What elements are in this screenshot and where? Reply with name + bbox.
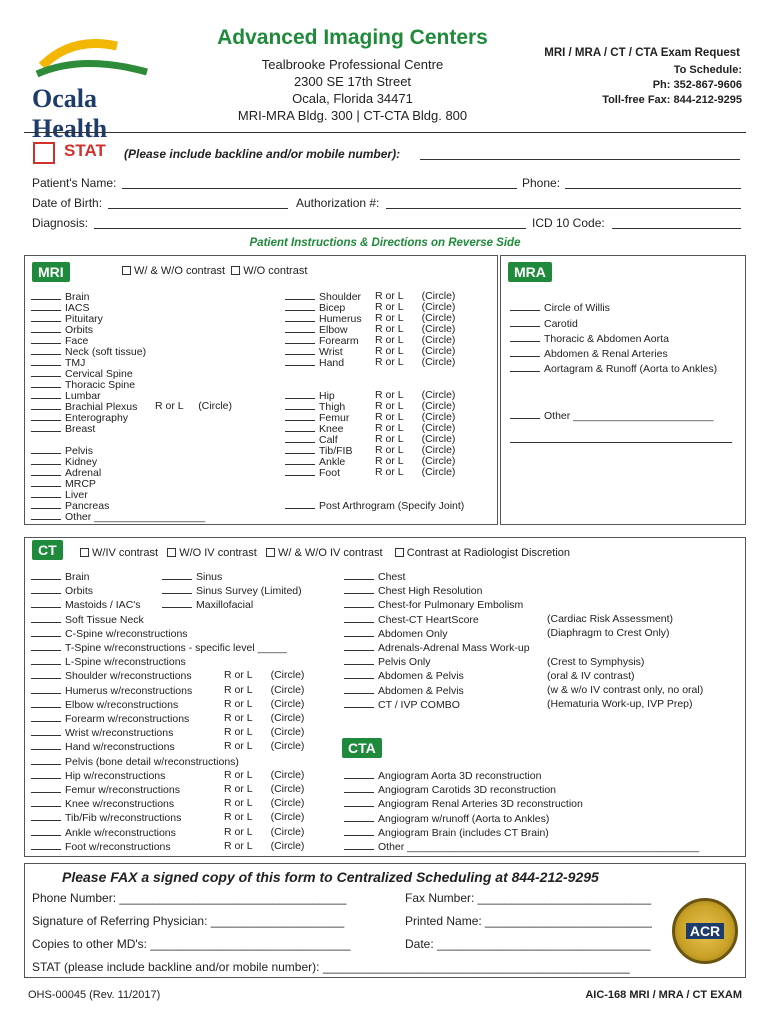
mri-joint-item[interactable]: Knee (285, 423, 344, 435)
mri-joint-item[interactable]: Elbow (285, 324, 348, 336)
address-line: MRI-MRA Bldg. 300 | CT-CTA Bldg. 800 (237, 108, 468, 123)
stat-checkbox[interactable] (33, 142, 55, 164)
mri-option-label: W/O contrast (243, 265, 308, 277)
mri-item[interactable]: Thoracic Spine (31, 379, 135, 391)
mri-without-checkbox[interactable] (231, 266, 240, 275)
ct-item[interactable]: Maxillofacial (162, 599, 253, 611)
sun-logo-icon (32, 36, 172, 81)
ct-item[interactable]: Mastoids / IAC's (31, 599, 141, 611)
ct-item[interactable]: C-Spine w/reconstructions (31, 628, 188, 640)
ct-item[interactable]: T-Spine w/reconstructions - specific level _____ (31, 642, 287, 654)
ct-item[interactable]: Pelvis Only (344, 656, 431, 668)
stat-input[interactable] (420, 159, 740, 160)
ct-contrast-options (80, 547, 570, 559)
mri-side-circle: R or L (Circle) (375, 389, 456, 401)
phone-label: Phone: (522, 176, 561, 190)
ct-side-circle: R or L (Circle) (224, 726, 305, 739)
mri-item[interactable]: Pancreas (31, 500, 109, 512)
ct-item[interactable]: Elbow w/reconstructions (31, 699, 178, 711)
ct-item[interactable]: Forearm w/reconstructions (31, 713, 189, 725)
ct-item[interactable]: Adrenals-Adrenal Mass Work-up (344, 642, 530, 654)
mri-item[interactable]: Kidney (31, 456, 97, 468)
mri-brachial-side: R or L (Circle) (155, 400, 233, 412)
cta-item[interactable]: Angiogram Aorta 3D reconstruction (344, 770, 541, 782)
ct-item[interactable]: Hip w/reconstructions (31, 770, 165, 782)
ct-radiologist-checkbox[interactable] (395, 548, 404, 557)
address-line: Tealbrooke Professional Centre (261, 57, 444, 72)
mri-item[interactable]: Breast (31, 423, 95, 435)
mri-side-circle: R or L (Circle) (375, 411, 456, 423)
ct-side-circle: R or L (Circle) (224, 811, 305, 824)
mra-item[interactable]: Abdomen & Renal Arteries (510, 348, 668, 360)
fax-signature[interactable]: Signature of Referring Physician: ____________________ (32, 914, 345, 928)
footer-right: AIC-168 MRI / MRA / CT EXAM (585, 989, 742, 1001)
dob-input[interactable] (108, 208, 288, 209)
mri-contrast-options (122, 265, 307, 277)
mra-other-line2[interactable] (510, 442, 732, 443)
mra-item[interactable]: Carotid (510, 318, 578, 330)
mri-joint-item[interactable]: Thigh (285, 401, 345, 413)
fax-date[interactable]: Date: ________________________________ (405, 937, 651, 951)
dob-label: Date of Birth: (32, 196, 103, 210)
ct-option-label: W/O IV contrast (179, 547, 257, 559)
mri-item[interactable]: Adrenal (31, 467, 101, 479)
mri-side-circle: R or L (Circle) (375, 400, 456, 412)
mri-item[interactable]: Other ___________________ (31, 511, 205, 523)
ct-item[interactable]: Pelvis (bone detail w/reconstructions) (31, 756, 239, 768)
ct-side-circle: R or L (Circle) (224, 768, 305, 781)
address-block (200, 56, 505, 124)
mri-item[interactable]: Liver (31, 489, 88, 501)
mra-section (500, 255, 746, 525)
cta-item[interactable]: Angiogram w/runoff (Aorta to Ankles) (344, 813, 549, 825)
mri-item[interactable]: Orbits (31, 324, 93, 336)
fax-stat[interactable]: STAT (please include backline and/or mobile number): ______________________________________________ (32, 960, 630, 974)
ct-tag: CT (32, 540, 63, 560)
cta-item[interactable]: Angiogram Brain (includes CT Brain) (344, 827, 549, 839)
mri-joint-item[interactable]: Shoulder (285, 291, 361, 303)
ct-item[interactable]: Chest-for Pulmonary Embolism (344, 599, 523, 611)
phone-input[interactable] (565, 188, 741, 189)
address-line: 2300 SE 17th Street (293, 74, 412, 89)
ct-option-label: Contrast at Radiologist Discretion (406, 547, 571, 559)
ct-iv-checkbox[interactable] (80, 548, 89, 557)
mri-item[interactable]: Pituitary (31, 313, 103, 325)
mra-item[interactable]: Circle of Willis (510, 302, 610, 314)
mri-item[interactable]: Brachial Plexus (31, 401, 137, 413)
mri-side-circle: R or L (Circle) (375, 334, 456, 346)
mri-joint-item[interactable]: Tib/FIB (285, 445, 352, 457)
ct-side-circle: R or L (Circle) (224, 683, 305, 696)
diagnosis-label: Diagnosis: (32, 216, 89, 230)
ct-side-circle: R or L (Circle) (224, 839, 305, 852)
icd-input[interactable] (612, 228, 741, 229)
ct-item[interactable]: Abdomen & Pelvis (344, 685, 464, 697)
cta-item[interactable]: Angiogram Carotids 3D reconstruction (344, 784, 556, 796)
mri-side-circle: R or L (Circle) (375, 444, 456, 456)
ct-item[interactable]: L-Spine w/reconstructions (31, 656, 186, 668)
mri-item[interactable]: Cervical Spine (31, 368, 133, 380)
ct-side-circle: R or L (Circle) (224, 669, 305, 682)
mri-side-circle: R or L (Circle) (375, 323, 456, 335)
form-title: MRI / MRA / CT / CTA Exam Request (544, 47, 740, 59)
ct-item[interactable]: Abdomen Only (344, 628, 447, 640)
patient-name-input[interactable] (122, 188, 517, 189)
mra-item[interactable]: Aortagram & Runoff (Aorta to Ankles) (510, 363, 717, 375)
fax-title: Please FAX a signed copy of this form to Centralized Scheduling at 844-212-9295 (62, 869, 599, 885)
mri-item[interactable]: Brain (31, 291, 90, 303)
ct-item[interactable]: Femur w/reconstructions (31, 784, 180, 796)
fax-number[interactable]: Fax Number: __________________________ (405, 891, 652, 905)
mri-side-circle: R or L (Circle) (375, 345, 456, 357)
ct-item[interactable]: Soft Tissue Neck (31, 614, 144, 626)
schedule-line: Ph: 352-867-9606 (652, 79, 742, 91)
acr-seal-icon (672, 898, 738, 964)
ct-item[interactable]: Abdomen & Pelvis (344, 670, 464, 682)
mri-side-circle: R or L (Circle) (375, 312, 456, 324)
cta-item[interactable]: Angiogram Renal Arteries 3D reconstruction (344, 798, 583, 810)
mra-other[interactable]: Other ________________________ (510, 410, 713, 422)
cta-item[interactable]: Other __________________________________________________ (344, 841, 699, 853)
diagnosis-input[interactable] (94, 228, 526, 229)
mri-side-circle: R or L (Circle) (375, 433, 456, 445)
fax-copies[interactable]: Copies to other MD's: ______________________________ (32, 937, 351, 951)
ct-note: (Cardiac Risk Assessment) (547, 613, 674, 625)
mri-joint-item[interactable]: Hand (285, 357, 344, 369)
mri-with-without-checkbox[interactable] (122, 266, 131, 275)
logo (32, 36, 172, 143)
ct-item[interactable]: Sinus Survey (Limited) (162, 585, 302, 597)
mra-tag: MRA (508, 262, 552, 282)
fax-printed-name[interactable]: Printed Name: _________________________ (405, 914, 652, 928)
ct-note: (oral & IV contrast) (547, 669, 635, 682)
ct-item[interactable]: CT / IVP COMBO (344, 699, 460, 711)
mri-joint-item[interactable]: Hip (285, 390, 335, 402)
instructions-note: Patient Instructions & Directions on Reverse Side (249, 237, 521, 249)
acr-seal-text: ACR (686, 923, 724, 939)
ct-side-circle: R or L (Circle) (224, 825, 305, 838)
ct-note: (Diaphragm to Crest Only) (547, 627, 670, 640)
mri-joint-item[interactable]: Bicep (285, 302, 345, 314)
address-line: Ocala, Florida 34471 (292, 91, 413, 106)
mri-option-label: W/ & W/O contrast (134, 265, 226, 277)
ct-side-circle: R or L (Circle) (224, 783, 305, 795)
center-title: Advanced Imaging Centers (217, 26, 488, 49)
ct-item[interactable]: Foot w/reconstructions (31, 841, 171, 853)
ct-item[interactable]: Orbits (31, 585, 93, 597)
ct-item[interactable]: Shoulder w/reconstructions (31, 670, 192, 682)
ct-side-circle: R or L (Circle) (224, 697, 305, 710)
header-divider (24, 132, 746, 133)
ct-item[interactable]: Chest (344, 571, 405, 583)
ct-item[interactable]: Hand w/reconstructions (31, 741, 175, 753)
mri-joint-item[interactable]: Humerus (285, 313, 362, 325)
icd-label: ICD 10 Code: (532, 216, 605, 230)
mri-side-circle: R or L (Circle) (375, 422, 456, 434)
mri-tag: MRI (32, 262, 70, 282)
mri-item[interactable]: Enterography (31, 412, 128, 424)
mri-item[interactable]: IACS (31, 302, 90, 314)
mri-item[interactable]: TMJ (31, 357, 85, 369)
ct-item[interactable]: Chest High Resolution (344, 585, 482, 597)
schedule-block (520, 63, 742, 108)
schedule-line: To Schedule: (673, 64, 742, 76)
mri-joint-item[interactable]: Ankle (285, 456, 345, 468)
ct-item[interactable]: Wrist w/reconstructions (31, 727, 173, 739)
mri-item[interactable]: Face (31, 335, 88, 347)
mri-item[interactable]: Pelvis (31, 445, 93, 457)
ct-item[interactable]: Tib/Fib w/reconstructions (31, 812, 181, 824)
mra-item[interactable]: Thoracic & Abdomen Aorta (510, 333, 669, 345)
stat-label: STAT (64, 141, 106, 160)
ct-note: (w & w/o IV contrast only, no oral) (547, 684, 704, 696)
ct-item[interactable]: Ankle w/reconstructions (31, 827, 176, 839)
footer-left: OHS-00045 (Rev. 11/2017) (28, 989, 161, 1001)
fax-phone[interactable]: Phone Number: __________________________________ (32, 891, 347, 905)
mri-side-circle: R or L (Circle) (375, 301, 456, 313)
mri-side-circle: R or L (Circle) (375, 466, 456, 478)
ct-side-circle: R or L (Circle) (224, 712, 305, 724)
mri-side-circle: R or L (Circle) (375, 356, 456, 368)
mri-joint-item[interactable]: Wrist (285, 346, 343, 358)
mri-joint-item[interactable]: Forearm (285, 335, 359, 347)
ct-item[interactable]: Brain (31, 571, 90, 583)
ct-item[interactable]: Knee w/reconstructions (31, 798, 174, 810)
logo-text: Ocala Health (32, 84, 108, 143)
ct-side-circle: R or L (Circle) (224, 740, 305, 753)
mri-item[interactable]: Lumbar (31, 390, 101, 402)
ct-option-label: W/IV contrast (92, 547, 159, 559)
ct-note: (Hematuria Work-up, IVP Prep) (547, 698, 693, 711)
ct-item[interactable]: Sinus (162, 571, 222, 583)
ct-item[interactable]: Chest-CT HeartScore (344, 614, 479, 626)
auth-input[interactable] (386, 208, 741, 209)
mri-item[interactable]: Neck (soft tissue) (31, 346, 146, 358)
auth-label: Authorization #: (296, 196, 380, 210)
mri-side-circle: R or L (Circle) (375, 455, 456, 467)
mri-side-circle: R or L (Circle) (375, 290, 456, 302)
mri-joint-item[interactable]: Calf (285, 434, 338, 446)
ct-side-circle: R or L (Circle) (224, 797, 305, 810)
mri-joint-item[interactable]: Femur (285, 412, 349, 424)
ct-option-label: W/ & W/O IV contrast (278, 547, 383, 559)
ct-no-iv-checkbox[interactable] (167, 548, 176, 557)
mri-item[interactable]: MRCP (31, 478, 96, 490)
schedule-line: Toll-free Fax: 844-212-9295 (602, 94, 742, 106)
patient-name-label: Patient's Name: (32, 176, 117, 190)
stat-note: (Please include backline and/or mobile number): (124, 147, 401, 161)
cta-tag: CTA (342, 738, 382, 758)
ct-both-checkbox[interactable] (266, 548, 275, 557)
ct-item[interactable]: Humerus w/reconstructions (31, 685, 192, 697)
ct-note: (Crest to Symphysis) (547, 655, 645, 668)
mri-joint-item[interactable]: Foot (285, 467, 340, 479)
post-arthrogram[interactable]: Post Arthrogram (Specify Joint) (285, 500, 464, 512)
